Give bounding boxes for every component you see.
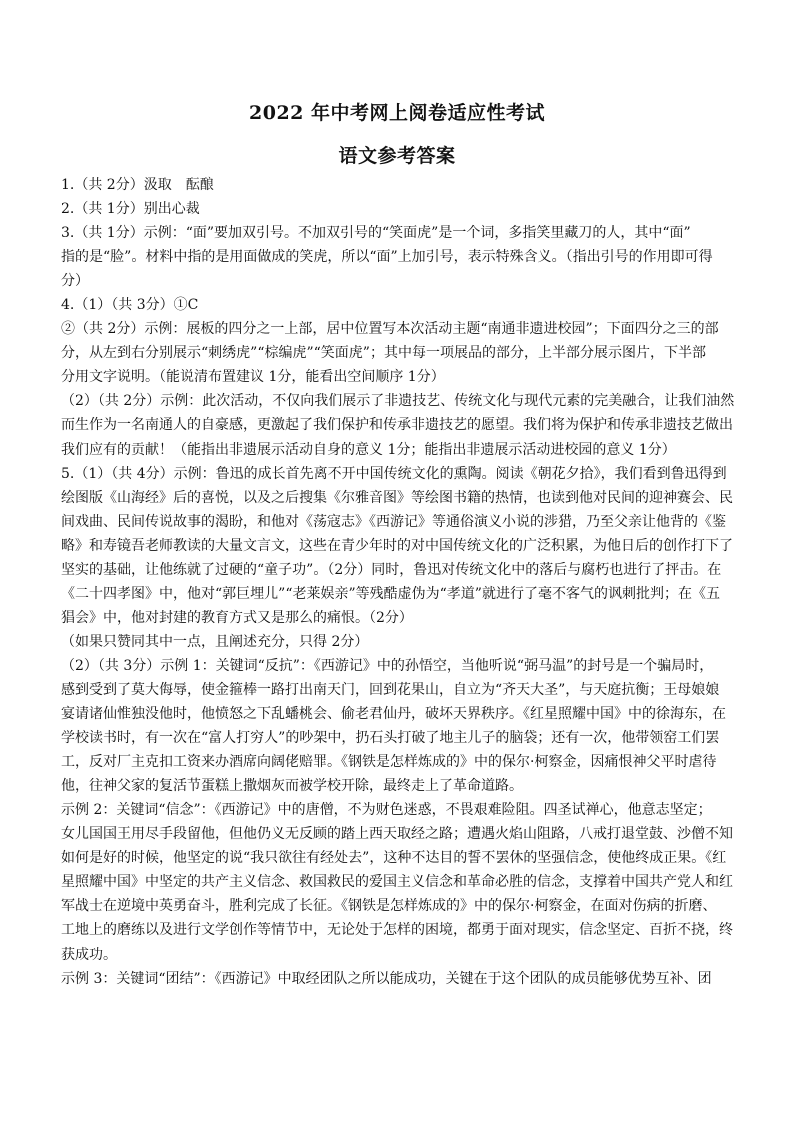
answer-line: 示例 2：关键词“信念”：《西游记》中的唐僧，不为财色迷惑，不畏艰难险阻。四圣试禅心，他意志坚定； xyxy=(61,802,712,819)
answer-line: 略》和寿镜吾老师教读的大量文言文，这些在青少年时的对中国传统文化的广泛积累，为他日后的创作打下了 xyxy=(61,537,733,554)
answer-line: 5.（1）（共 4分）示例：鲁迅的成长首先离不开中国传统文化的熏陶。阅读《朝花夕拾》，我们看到鲁迅得到 xyxy=(61,465,727,482)
answer-key-subtitle: 语文参考答案 xyxy=(338,145,456,167)
answer-line: 宴请诸仙惟独没他时，他愤怒之下乱蟠桃会、偷老君仙丹，破坏天界秩序。《红星照耀中国》中的徐海东，在 xyxy=(61,706,726,723)
answer-line: 4.（1）（共 3分）①C xyxy=(61,297,199,314)
answer-line: 坚实的基础，让他练就了过硬的“童子功”。（2分）同时，鲁迅对传统文化中的落后与腐朽也进行了抨击。在 xyxy=(61,561,722,578)
answer-line: 星照耀中国》中坚定的共产主义信念、救国救民的爱国主义信念和革命必胜的信念，支撑着中国共产党人和红 xyxy=(61,874,733,891)
answer-line: 分） xyxy=(61,273,89,290)
answer-line: ②（共 2分）示例：展板的四分之一上部，居中位置写本次活动主题“南通非遗进校园”；下面四分之三的部 xyxy=(61,321,719,338)
answer-line: 1.（共 2分）汲取 酝酿 xyxy=(61,177,214,193)
exam-title: 2022 年中考网上阅卷适应性考试 xyxy=(249,102,545,124)
answer-line: 感到受到了莫大侮辱，使金箍棒一路打出南天门，回到花果山，自立为“齐天大圣”，与天庭抗衡；王母娘娘 xyxy=(61,681,720,698)
answer-line: 指的是“脸”。材料中指的是用面做成的笑虎，所以“面”上加引号，表示特殊含义。（指出引号的作用即可得 xyxy=(61,249,713,266)
answer-line: 获成功。 xyxy=(61,946,117,963)
answer-line: 他，往神父家的复活节蛋糕上撒烟灰而被学校开除，最终走上了革命道路。 xyxy=(61,778,523,795)
answer-line: 而生作为一名南通人的自豪感，更激起了我们保护和传承非遗技艺的愿望。我们将为保护和传承非遗技艺做出 xyxy=(61,417,733,434)
answer-line: 我们应有的贡献！（能指出非遗展示活动自身的意义 1分；能指出非遗展示活动进校园的意义 1分） xyxy=(61,441,676,458)
answer-line: 示例 3：关键词“团结”：《西游记》中取经团队之所以能成功，关键在于这个团队的成员能够优势互补、团 xyxy=(61,970,712,987)
answer-line: 女儿国国王用尽手段留他，但他仍义无反顾的踏上西天取经之路；遭遇火焰山阻路，八戒打退堂鼓、沙僧不知 xyxy=(61,826,733,843)
answer-line: （2）（共 2分）示例：此次活动，不仅向我们展示了非遗技艺、传统文化与现代元素的完美融合，让我们油然 xyxy=(61,393,735,410)
answer-line: 工，反对厂主克扣工资来办酒席向阔佬赔罪。《钢铁是怎样炼成的》中的保尔·柯察金，因痛恨神父平时虐待 xyxy=(61,754,717,771)
answer-line: 绘图版《山海经》后的喜悦，以及之后搜集《尔雅音图》等绘图书籍的热情，也读到他对民间的迎神赛会、民 xyxy=(61,489,733,506)
answer-line: 猖会》中，他对封建的教育方式又是那么的痛恨。（2分） xyxy=(61,609,413,626)
answer-line: 分用文字说明。（能说清布置建议 1分，能看出空间顺序 1分） xyxy=(61,369,445,386)
answer-body xyxy=(61,173,741,991)
answer-line: （如果只赞同其中一点，且阐述充分，只得 2分） xyxy=(61,633,369,650)
answer-line: 间戏曲、民间传说故事的渴盼，和他对《荡寇志》《西游记》等通俗演义小说的涉猎，乃至父亲让他背的《鉴 xyxy=(61,513,726,530)
answer-line: 如何是好的时候，他坚定的说“我只欲往有经处去”，这种不达目的誓不罢休的坚强信念，使他终成正果。《红 xyxy=(61,850,727,867)
answer-line: 2.（共 1分）别出心裁 xyxy=(61,201,200,218)
answer-line: （2）（共 3分）示例 1：关键词“反抗”：《西游记》中的孙悟空，当他听说“弼马温”的封号是一个骗局时， xyxy=(61,657,714,674)
answer-line: 学校读书时，有一次在“富人打穷人”的吵架中，扔石头打破了地主儿子的脑袋；还有一次，他带领窑工们罢 xyxy=(61,730,720,747)
answer-line: 军战士在逆境中英勇奋斗，胜利完成了长征。《钢铁是怎样炼成的》中的保尔·柯察金，在面对伤病的折磨、 xyxy=(61,898,717,915)
answer-line: 《二十四孝图》中，他对“郭巨埋儿”“老莱娱亲”等残酷虚伪为“孝道”就进行了毫不客气的讽刺批判；在《五 xyxy=(61,585,720,602)
answer-line: 3.（共 1分）示例：“面”要加双引号。不加双引号的“笑面虎”是一个词，多指笑里藏刀的人，其中“面” xyxy=(61,225,691,242)
answer-line: 分，从左到右分别展示“刺绣虎”“棕编虎”“笑面虎”；其中每一项展品的部分，上半部分展示图片，下半部 xyxy=(61,345,706,362)
answer-line: 工地上的磨练以及进行文学创作等情节中，无论处于怎样的困境，都勇于面对现实，信念坚定、百折不挠，终 xyxy=(61,922,733,939)
